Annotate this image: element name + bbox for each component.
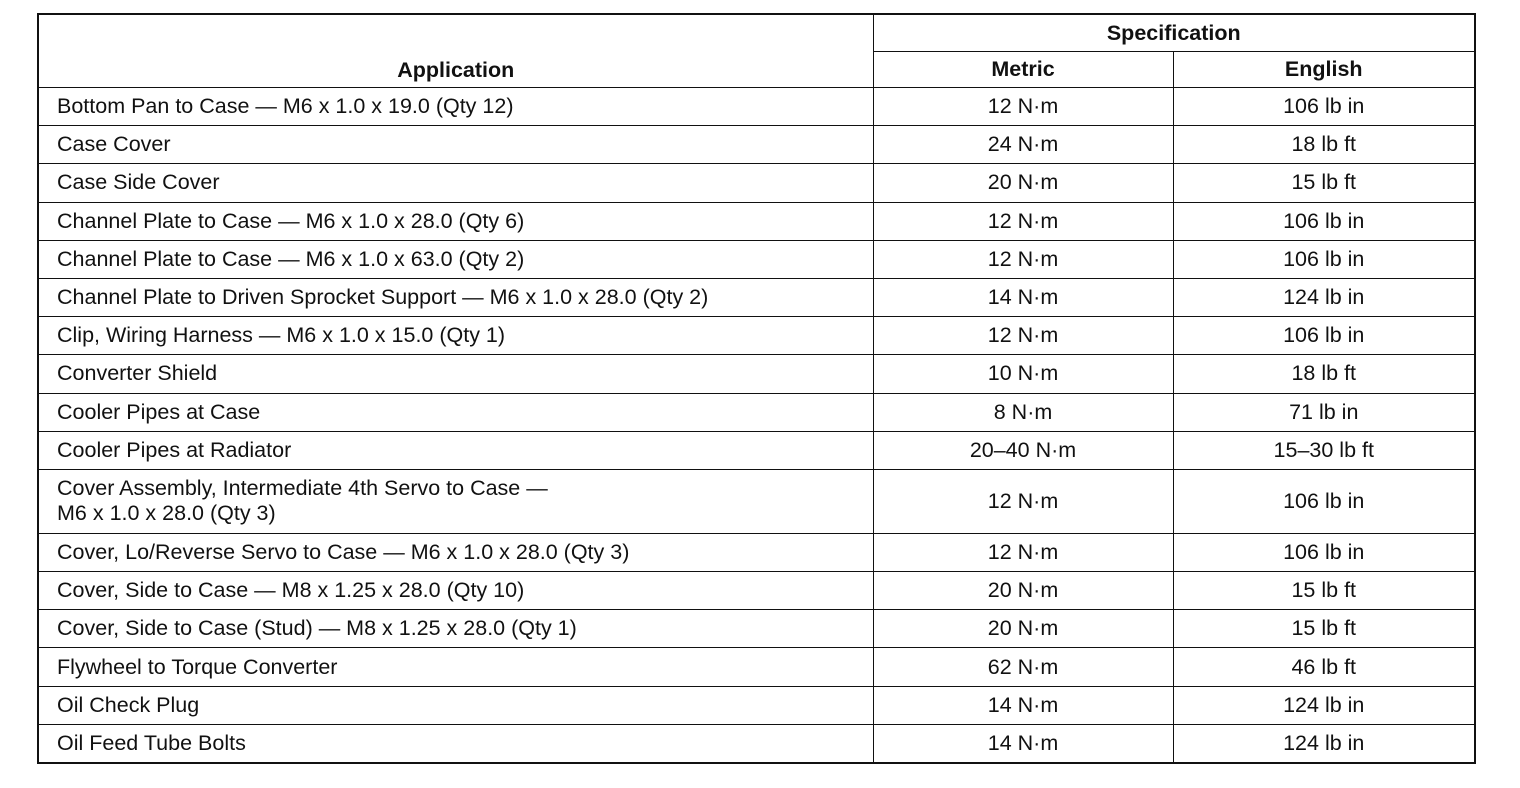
- english-cell: 71 lb in: [1173, 393, 1475, 431]
- application-cell-line-1: Cover Assembly, Intermediate 4th Servo to Case —: [57, 476, 548, 501]
- application-cell: Bottom Pan to Case — M6 x 1.0 x 19.0 (Qty 12): [38, 88, 873, 126]
- metric-cell: 14 N·m: [873, 724, 1173, 762]
- table-row: [38, 393, 1475, 431]
- english-cell: 15 lb ft: [1173, 610, 1475, 648]
- metric-column-header: Metric: [873, 52, 1173, 88]
- english-cell: 106 lb in: [1173, 202, 1475, 240]
- metric-cell: 62 N·m: [873, 648, 1173, 686]
- english-cell: 106 lb in: [1173, 533, 1475, 571]
- application-cell: Cover, Lo/Reverse Servo to Case — M6 x 1.0 x 28.0 (Qty 3): [38, 533, 873, 571]
- table-row: [38, 431, 1475, 469]
- application-cell: Cover, Side to Case — M8 x 1.25 x 28.0 (Qty 10): [38, 572, 873, 610]
- table-row: [38, 533, 1475, 571]
- table-row: [38, 686, 1475, 724]
- table-row: [38, 610, 1475, 648]
- english-cell: 18 lb ft: [1173, 355, 1475, 393]
- application-cell: [38, 469, 873, 533]
- application-cell: Channel Plate to Driven Sprocket Support — M6 x 1.0 x 28.0 (Qty 2): [38, 278, 873, 316]
- english-cell: 124 lb in: [1173, 686, 1475, 724]
- table-row: [38, 202, 1475, 240]
- table-row: [38, 469, 1475, 533]
- metric-cell: 12 N·m: [873, 240, 1173, 278]
- english-cell: 124 lb in: [1173, 724, 1475, 762]
- english-cell: 106 lb in: [1173, 317, 1475, 355]
- metric-cell: 12 N·m: [873, 317, 1173, 355]
- metric-cell: 20 N·m: [873, 610, 1173, 648]
- english-cell: 18 lb ft: [1173, 126, 1475, 164]
- table-row: [38, 240, 1475, 278]
- english-cell: 15–30 lb ft: [1173, 431, 1475, 469]
- application-cell: Channel Plate to Case — M6 x 1.0 x 28.0 (Qty 6): [38, 202, 873, 240]
- application-cell: Oil Feed Tube Bolts: [38, 724, 873, 762]
- metric-cell: 8 N·m: [873, 393, 1173, 431]
- application-cell: Case Side Cover: [38, 164, 873, 202]
- english-cell: 106 lb in: [1173, 240, 1475, 278]
- metric-cell: 14 N·m: [873, 686, 1173, 724]
- english-cell: 106 lb in: [1173, 88, 1475, 126]
- application-column-header: Application: [38, 14, 873, 88]
- application-cell: Cover, Side to Case (Stud) — M8 x 1.25 x 28.0 (Qty 1): [38, 610, 873, 648]
- metric-cell: 20 N·m: [873, 164, 1173, 202]
- metric-cell: 12 N·m: [873, 469, 1173, 533]
- specification-column-header: Specification: [873, 14, 1475, 52]
- table-header: [38, 14, 1475, 88]
- application-cell: Clip, Wiring Harness — M6 x 1.0 x 15.0 (Qty 1): [38, 317, 873, 355]
- table-body: [38, 88, 1475, 763]
- english-cell: 124 lb in: [1173, 278, 1475, 316]
- application-cell: Oil Check Plug: [38, 686, 873, 724]
- table-row: [38, 278, 1475, 316]
- metric-cell: 24 N·m: [873, 126, 1173, 164]
- metric-cell: 14 N·m: [873, 278, 1173, 316]
- table-row: [38, 164, 1475, 202]
- english-cell: 15 lb ft: [1173, 164, 1475, 202]
- table-row: [38, 355, 1475, 393]
- metric-cell: 12 N·m: [873, 533, 1173, 571]
- metric-cell: 20–40 N·m: [873, 431, 1173, 469]
- table-row: [38, 724, 1475, 762]
- table-row: [38, 648, 1475, 686]
- english-cell: 106 lb in: [1173, 469, 1475, 533]
- metric-cell: 12 N·m: [873, 88, 1173, 126]
- application-cell: Converter Shield: [38, 355, 873, 393]
- english-cell: 15 lb ft: [1173, 572, 1475, 610]
- table-row: [38, 88, 1475, 126]
- application-cell: Channel Plate to Case — M6 x 1.0 x 63.0 (Qty 2): [38, 240, 873, 278]
- table-row: [38, 572, 1475, 610]
- metric-cell: 20 N·m: [873, 572, 1173, 610]
- english-cell: 46 lb ft: [1173, 648, 1475, 686]
- application-cell: Case Cover: [38, 126, 873, 164]
- application-cell-line-2: M6 x 1.0 x 28.0 (Qty 3): [57, 501, 276, 526]
- metric-cell: 12 N·m: [873, 202, 1173, 240]
- table-row: [38, 126, 1475, 164]
- application-cell: Cooler Pipes at Case: [38, 393, 873, 431]
- header-row-top: [38, 14, 1475, 52]
- table-row: [38, 317, 1475, 355]
- torque-specification-table: [37, 13, 1476, 764]
- english-column-header: English: [1173, 52, 1475, 88]
- application-cell: Flywheel to Torque Converter: [38, 648, 873, 686]
- application-cell: Cooler Pipes at Radiator: [38, 431, 873, 469]
- metric-cell: 10 N·m: [873, 355, 1173, 393]
